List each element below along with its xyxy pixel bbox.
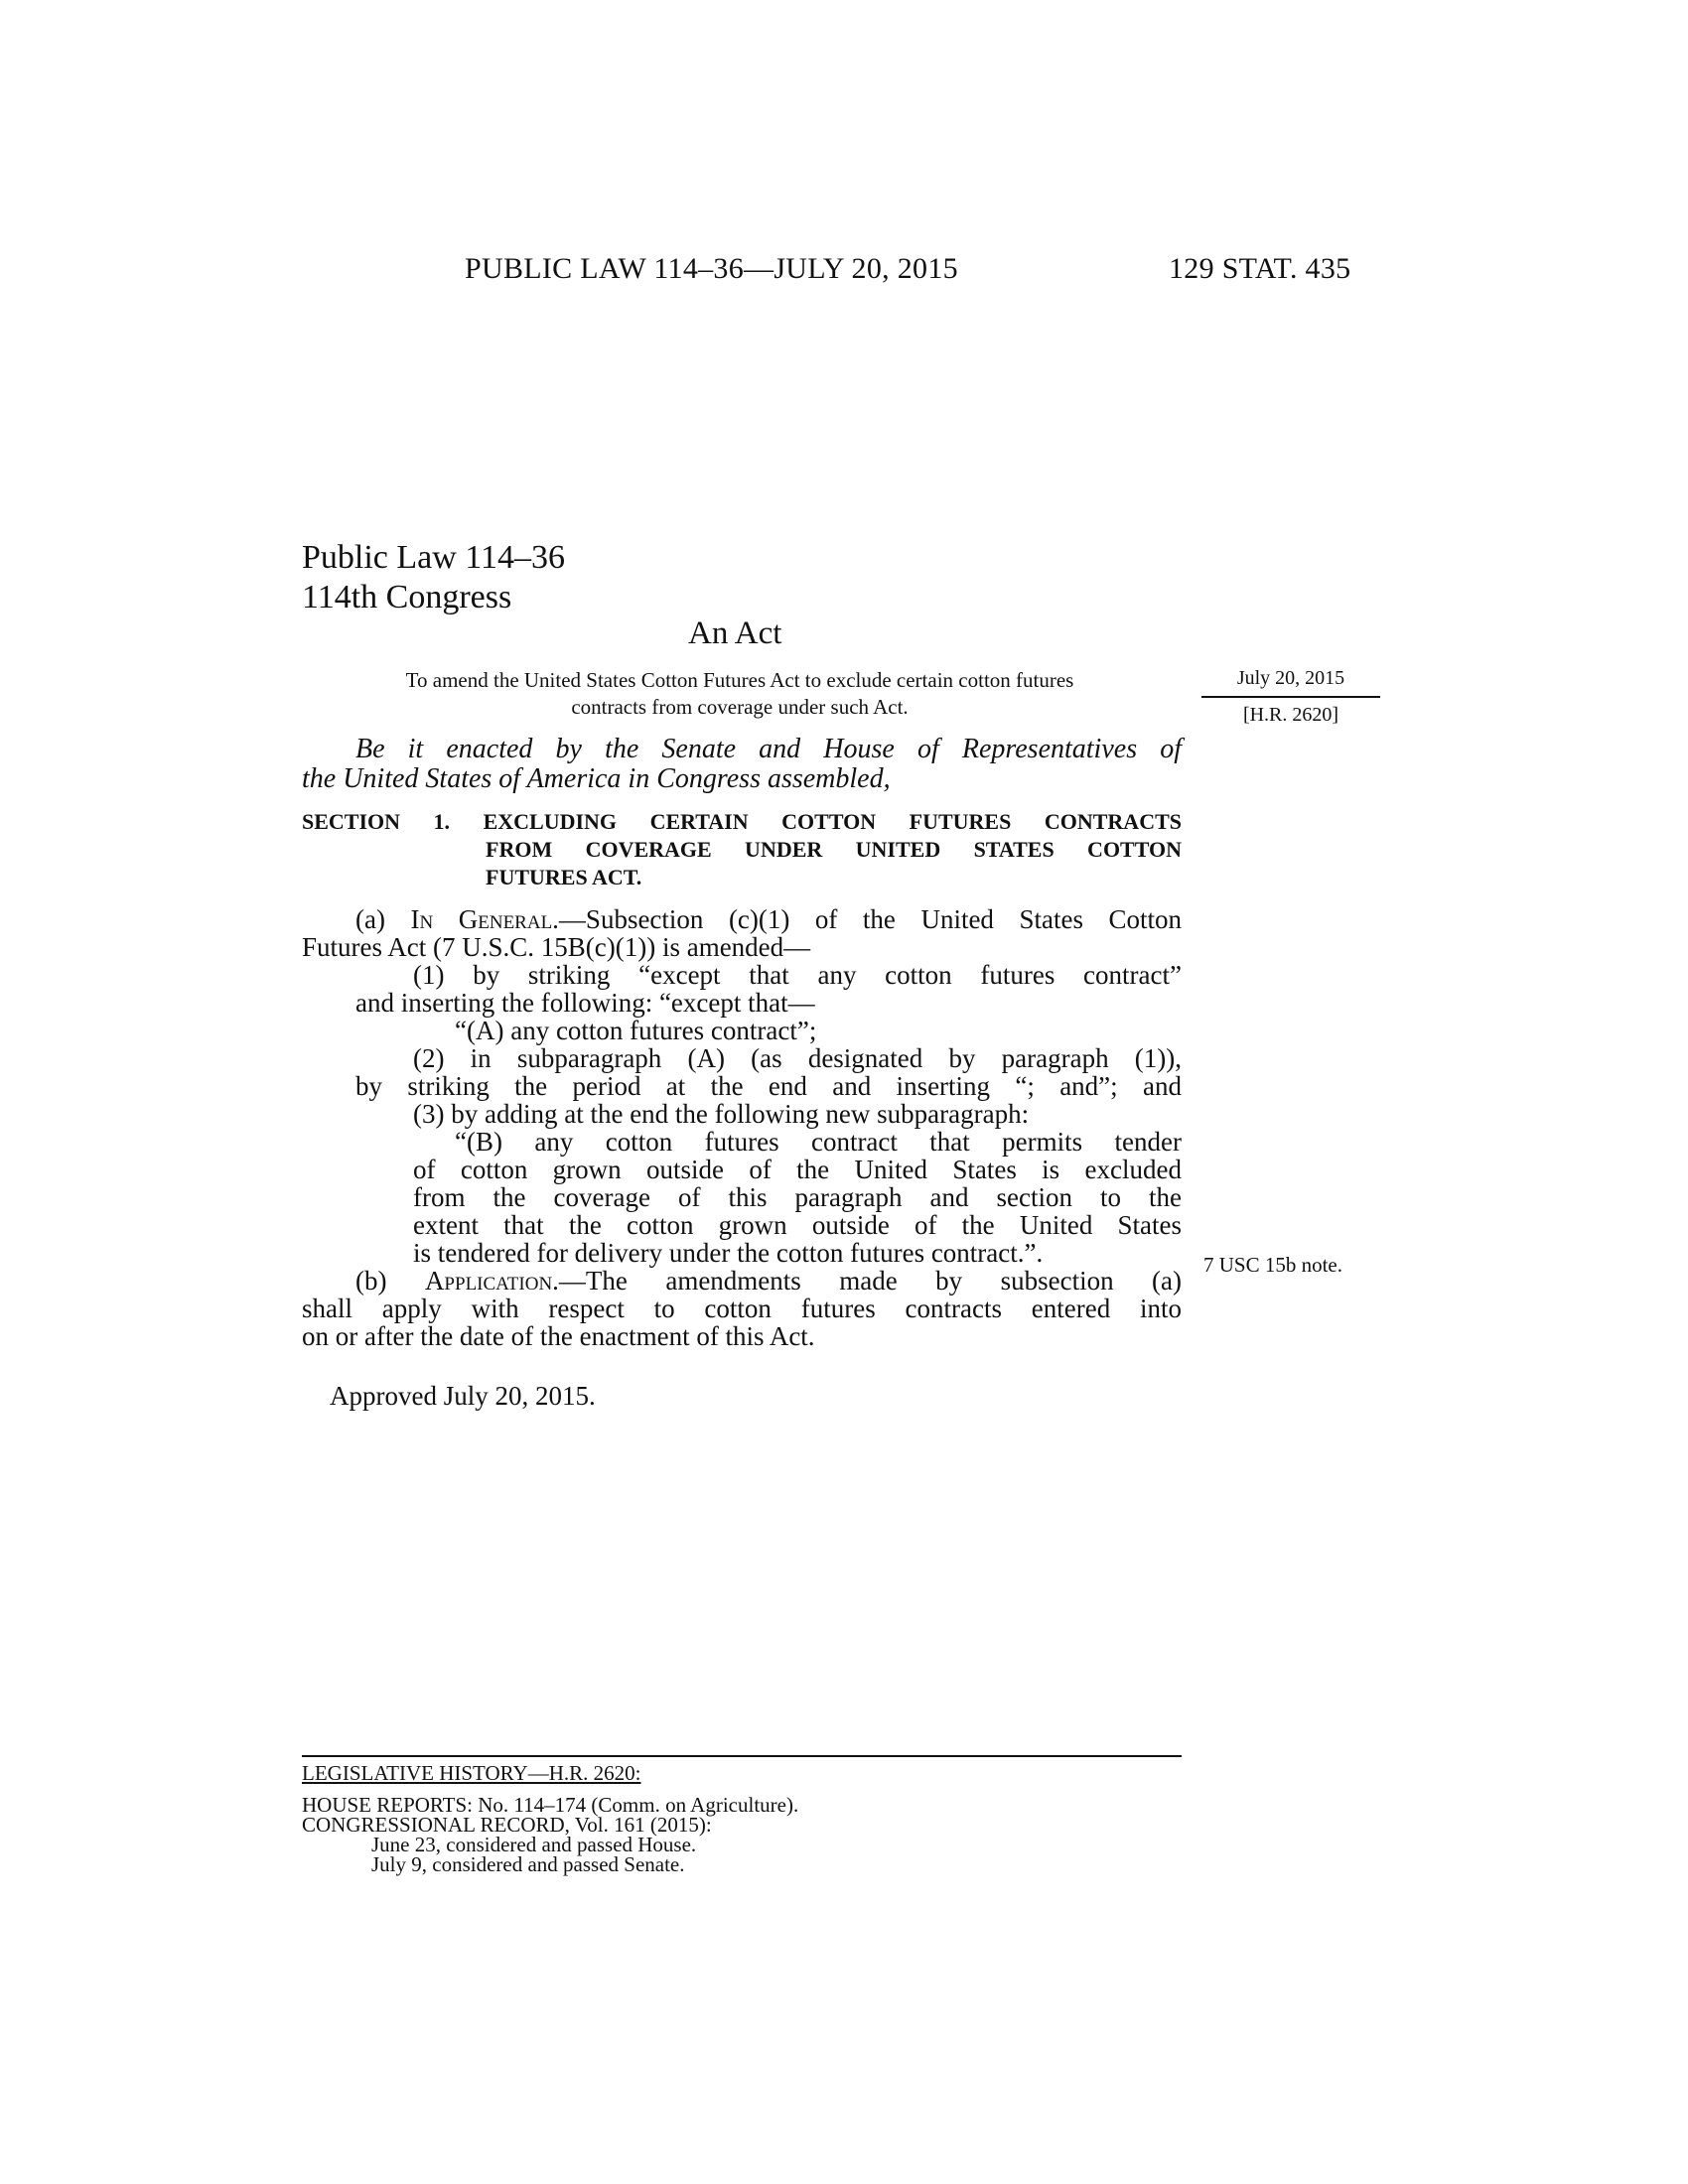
- body-line: Futures Act (7 U.S.C. 15B(c)(1)) is amended—: [302, 932, 811, 962]
- law-identifier: [302, 538, 565, 617]
- public-law-number: Public Law 114–36: [302, 539, 566, 576]
- subsection-b: [302, 1267, 1182, 1295]
- enactment-date: July 20, 2015: [1201, 667, 1380, 698]
- paragraph-1: (1) by striking “except that any cotton futures contract”: [413, 960, 1182, 990]
- subsection-label: (a): [355, 904, 411, 934]
- section-heading: [302, 808, 1182, 891]
- history-event: June 23, considered and passed House.: [371, 1833, 697, 1856]
- history-heading: LEGISLATIVE HISTORY—H.R. 2620:: [302, 1761, 641, 1785]
- congressional-record: CONGRESSIONAL RECORD, Vol. 161 (2015):: [302, 1813, 712, 1837]
- section-heading-line: FUTURES ACT.: [486, 865, 642, 889]
- body-line: of cotton grown outside of the United States is excluded: [413, 1155, 1182, 1184]
- running-header-title: PUBLIC LAW 114–36—JULY 20, 2015: [465, 252, 958, 285]
- subsection-heading: In General: [410, 904, 553, 934]
- usc-margin-note: 7 USC 15b note.: [1203, 1253, 1343, 1277]
- act-label: An Act: [688, 615, 782, 651]
- body-line: and inserting the following: “except that—: [355, 988, 815, 1018]
- quoted-subparagraph-b: “(B) any cotton futures contract that permits tender: [455, 1127, 1182, 1157]
- stat-page-number: 129 STAT. 435: [1169, 252, 1351, 285]
- house-reports: HOUSE REPORTS: No. 114–174 (Comm. on Agriculture).: [302, 1793, 799, 1817]
- body-line: from the coverage of this paragraph and section to the: [413, 1182, 1182, 1212]
- enacting-clause: the United States of America in Congress assembled,: [302, 763, 891, 794]
- act-body: [302, 735, 1182, 1410]
- paragraph-2: (2) in subparagraph (A) (as designated by paragraph (1)),: [413, 1043, 1182, 1073]
- section-heading-line: SECTION 1. EXCLUDING CERTAIN COTTON FUTURES CONTRACTS: [302, 809, 1182, 834]
- bill-number: [H.R. 2620]: [1242, 704, 1339, 726]
- subsection-text: .—The amendments made by subsection (a): [552, 1266, 1182, 1296]
- purpose-line: To amend the United States Cotton Futures Act to exclude certain cotton futures: [405, 668, 1074, 692]
- act-purpose: [318, 667, 1162, 721]
- purpose-line: contracts from coverage under such Act.: [571, 695, 909, 719]
- body-line: extent that the cotton grown outside of the United States: [413, 1210, 1182, 1240]
- subsection-label: (b): [355, 1266, 425, 1296]
- body-line: on or after the date of the enactment of this Act.: [302, 1321, 815, 1351]
- approval-date: Approved July 20, 2015.: [330, 1381, 596, 1411]
- section-heading-line: FROM COVERAGE UNDER UNITED STATES COTTON: [486, 837, 1182, 862]
- body-line: shall apply with respect to cotton futures contracts entered into: [302, 1294, 1182, 1323]
- subsection-heading: Application: [424, 1266, 553, 1296]
- body-line: by striking the period at the end and inserting “; and”; and: [355, 1071, 1182, 1101]
- subsection-a: [302, 905, 1182, 933]
- margin-date-block: [1201, 667, 1380, 727]
- legislative-history: [302, 1763, 798, 1874]
- enacting-clause: Be it enacted by the Senate and House of Representatives of: [355, 734, 1182, 764]
- subsection-text: .—Subsection (c)(1) of the United States Cotton: [552, 904, 1182, 934]
- history-divider: [302, 1755, 1182, 1757]
- history-event: July 9, considered and passed Senate.: [371, 1852, 685, 1876]
- quoted-subparagraph: “(A) any cotton futures contract”;: [455, 1016, 817, 1045]
- congress-number: 114th Congress: [302, 579, 512, 615]
- paragraph-3: (3) by adding at the end the following new subparagraph:: [413, 1099, 1030, 1129]
- body-line: is tendered for delivery under the cotton futures contract.”.: [413, 1238, 1044, 1268]
